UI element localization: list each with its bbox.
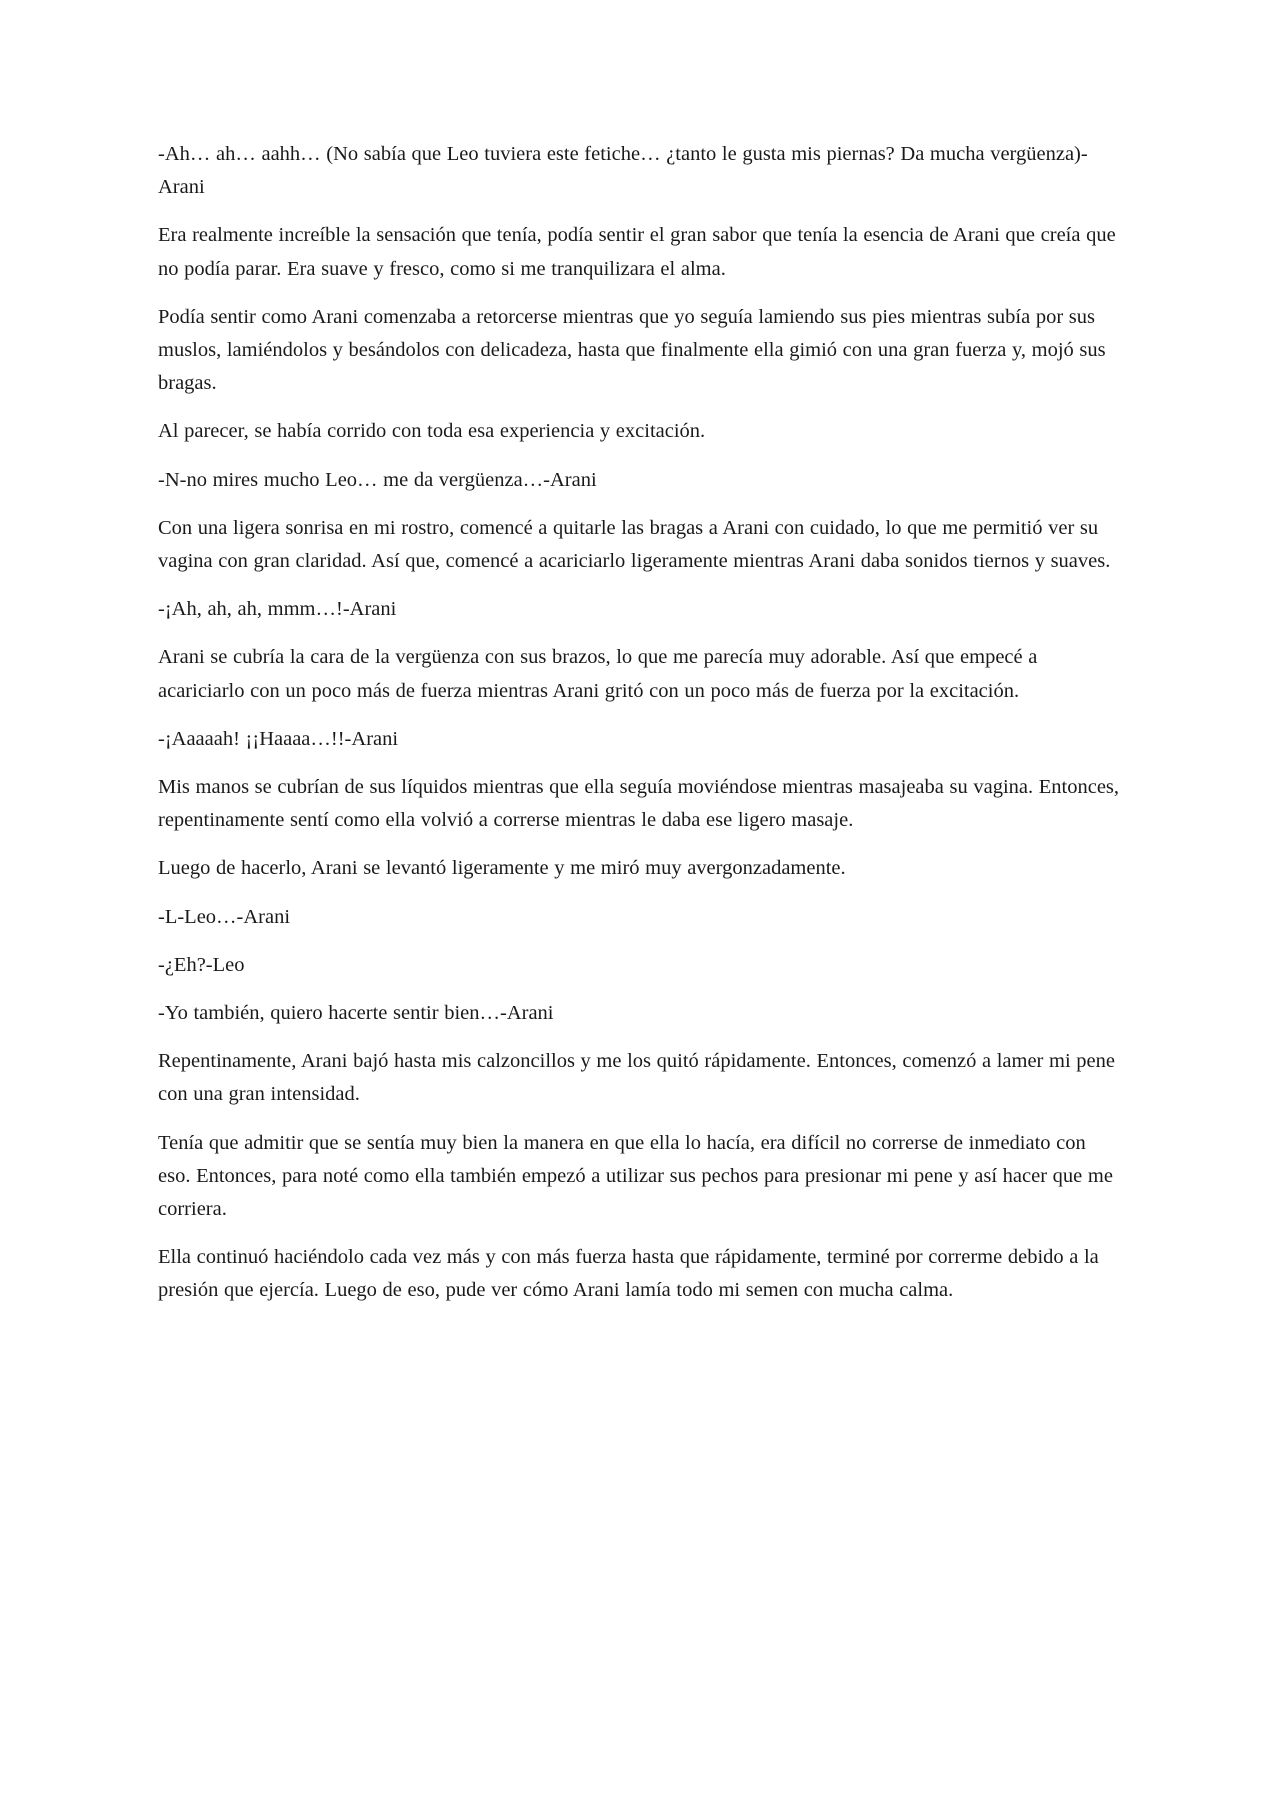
paragraph: Podía sentir como Arani comenzaba a retorcerse mientras que yo seguía lamiendo sus pies mientras subía por sus muslos, lamiéndolos y besándolos con delicadeza, hasta que finalmente ella gimió con una gran fuerza y, mojó sus bragas.: [158, 305, 1106, 395]
paragraph: -L-Leo…-Arani: [158, 905, 291, 928]
paragraph: Era realmente increíble la sensación que tenía, podía sentir el gran sabor que tenía la esencia de Arani que creía que no podía parar. Era suave y fresco, como si me tranquilizara el alma.: [158, 224, 1116, 280]
paragraph: -N-no mires mucho Leo… me da vergüenza…-Arani: [158, 468, 597, 491]
paragraph: Tenía que admitir que se sentía muy bien la manera en que ella lo hacía, era difícil no correrse de inmediato con eso. Entonces, para noté como ella también empezó a utilizar sus pechos para presionar mi pene y así hacer que me corriera.: [158, 1131, 1113, 1221]
paragraph: -¡Ah, ah, ah, mmm…!-Arani: [158, 598, 397, 621]
document-body: [158, 138, 1122, 1308]
paragraph: Repentinamente, Arani bajó hasta mis calzoncillos y me los quitó rápidamente. Entonces, comenzó a lamer mi pene con una gran intensidad.: [158, 1050, 1115, 1106]
paragraph: Luego de hacerlo, Arani se levantó ligeramente y me miró muy avergonzadamente.: [158, 857, 846, 880]
paragraph: -¿Eh?-Leo: [158, 953, 245, 976]
paragraph: Arani se cubría la cara de la vergüenza con sus brazos, lo que me parecía muy adorable. Así que empecé a acariciarlo con un poco más de fuerza mientras Arani gritó con un poco más de fuerza por la excitación.: [158, 646, 1038, 702]
paragraph: Mis manos se cubrían de sus líquidos mientras que ella seguía moviéndose mientras masajeaba su vagina. Entonces, repentinamente sentí como ella volvió a correrse mientras le daba ese ligero masaje.: [158, 776, 1120, 832]
paragraph: -¡Aaaaah! ¡¡Haaaa…!!-Arani: [158, 727, 399, 750]
paragraph: Al parecer, se había corrido con toda esa experiencia y excitación.: [158, 420, 706, 443]
paragraph: -Yo también, quiero hacerte sentir bien…-Arani: [158, 1002, 554, 1025]
paragraph: Ella continuó haciéndolo cada vez más y con más fuerza hasta que rápidamente, terminé por correrme debido a la presión que ejercía. Luego de eso, pude ver cómo Arani lamía todo mi semen con mucha calma.: [158, 1246, 1099, 1302]
paragraph: Con una ligera sonrisa en mi rostro, comencé a quitarle las bragas a Arani con cuidado, lo que me permitió ver su vagina con gran claridad. Así que, comencé a acariciarlo ligeramente mientras Arani daba sonidos tiernos y suaves.: [158, 516, 1111, 573]
paragraph: -Ah… ah… aahh… (No sabía que Leo tuviera este fetiche… ¿tanto le gusta mis piernas? Da mucha vergüenza)-Arani: [158, 143, 1088, 199]
